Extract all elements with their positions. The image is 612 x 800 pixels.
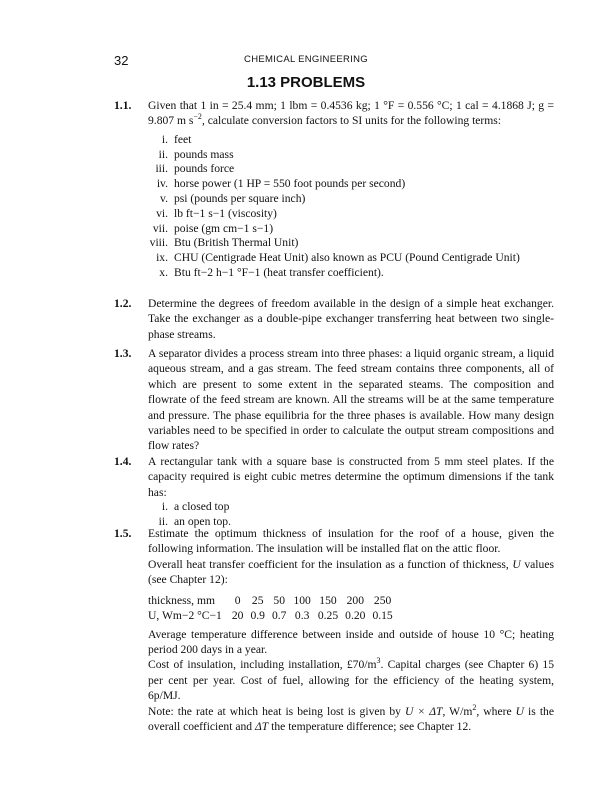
list-item: viii. Btu (British Thermal Unit) — [149, 236, 299, 250]
problem-number: 1.2. — [114, 297, 132, 310]
problem-1-1 — [114, 98, 554, 281]
table-row: U, Wm−2 °C−1 20 0.9 0.7 0.3 0.25 0.20 0.15 — [148, 608, 393, 622]
list-item: vi. lb ft−1 s−1 (viscosity) — [156, 206, 277, 220]
problem-number: 1.1. — [114, 99, 132, 112]
problem-1-2 — [114, 296, 554, 342]
problem-text: Given that 1 in = 25.4 mm; 1 lbm = 0.4536 kg; 1 °F = 0.556 °C; 1 cal = 4.1868 J; g = 9.807 m $s^{-2}$, calculate conversion factors to SI units for the following terms: — [148, 99, 554, 128]
problem-text: Average temperature difference between inside and outside of house 10 °C; heating period 200 days in a year. — [148, 627, 554, 657]
page-number: 32 — [114, 53, 129, 68]
data-table — [148, 593, 400, 623]
list-item: ii. an open top. — [158, 515, 231, 529]
problem-text: Estimate the optimum thickness of insulation for the roof of a house, given the following information. The insulation will be installed flat on the attic floor. — [148, 527, 554, 556]
table-row: thickness, mm 0 25 50 100 150 200 250 — [148, 593, 392, 607]
problem-1-4 — [114, 454, 554, 530]
problem-text: A rectangular tank with a square base is constructed from 5 mm steel plates. If the capacity required is eight cubic metres determine the optimum dimensions if the tank has: — [148, 455, 554, 499]
list-item: i. a closed top — [161, 500, 230, 514]
list-item: iii. pounds force — [155, 162, 235, 176]
list-item: i. feet — [161, 132, 192, 146]
problem-text: Overall heat transfer coefficient for the insulation as a function of thickness, U values (see Chapter 12): — [148, 557, 554, 587]
problem-text: Determine the degrees of freedom available in the design of a simple heat exchanger. Take the exchanger as a double-pipe exchanger transferring heat between two single-phase streams. — [148, 297, 554, 341]
list-item: ii. pounds mass — [158, 147, 234, 161]
list-item: ix. CHU (Centigrade Heat Unit) also known as PCU (Pound Centigrade Unit) — [156, 251, 520, 265]
problem-text: A separator divides a process stream into three phases: a liquid organic stream, a liquid aqueous stream, and a gas stream. The feed stream contains three components, all of which are present to some extent in the separated steams. The composition and flowrate of the feed stream are known. All the streams will be at the same temperature and pressure. The phase equilibria for the three phases is available. How many design variables need to be specified in order to calculate the output stream compositions and flow rates? — [148, 347, 554, 453]
term-list — [148, 133, 554, 281]
problem-number: 1.3. — [114, 347, 132, 360]
section-title: 1.13 PROBLEMS — [246, 74, 366, 91]
list-item: v. psi (pounds per square inch) — [160, 192, 306, 205]
problem-note: Note: the rate at which heat is being lost is given by U × ΔT, $W/m^2$, where U is the overall coefficient and ΔT the temperature difference; see Chapter 12. — [148, 702, 554, 734]
problem-1-5 — [114, 526, 554, 734]
list-item: iv. horse power (1 HP = 550 foot pounds per second) — [156, 177, 406, 191]
running-title: CHEMICAL ENGINEERING — [244, 54, 368, 65]
problem-1-3 — [114, 346, 554, 454]
problem-number: 1.4. — [114, 455, 132, 468]
problem-text: Cost of insulation, including installation, $£70/m^3$. Capital charges (see Chapter 6) 15 per cent per year. Cost of fuel, allowing for the efficiency of the heating system, 6p/MJ. — [148, 656, 554, 703]
problem-number: 1.5. — [114, 527, 132, 540]
list-item: vii. poise (gm cm−1 s−1) — [152, 221, 274, 235]
list-item: x. Btu ft−2 h−1 °F−1 (heat transfer coefficient). — [159, 265, 384, 279]
